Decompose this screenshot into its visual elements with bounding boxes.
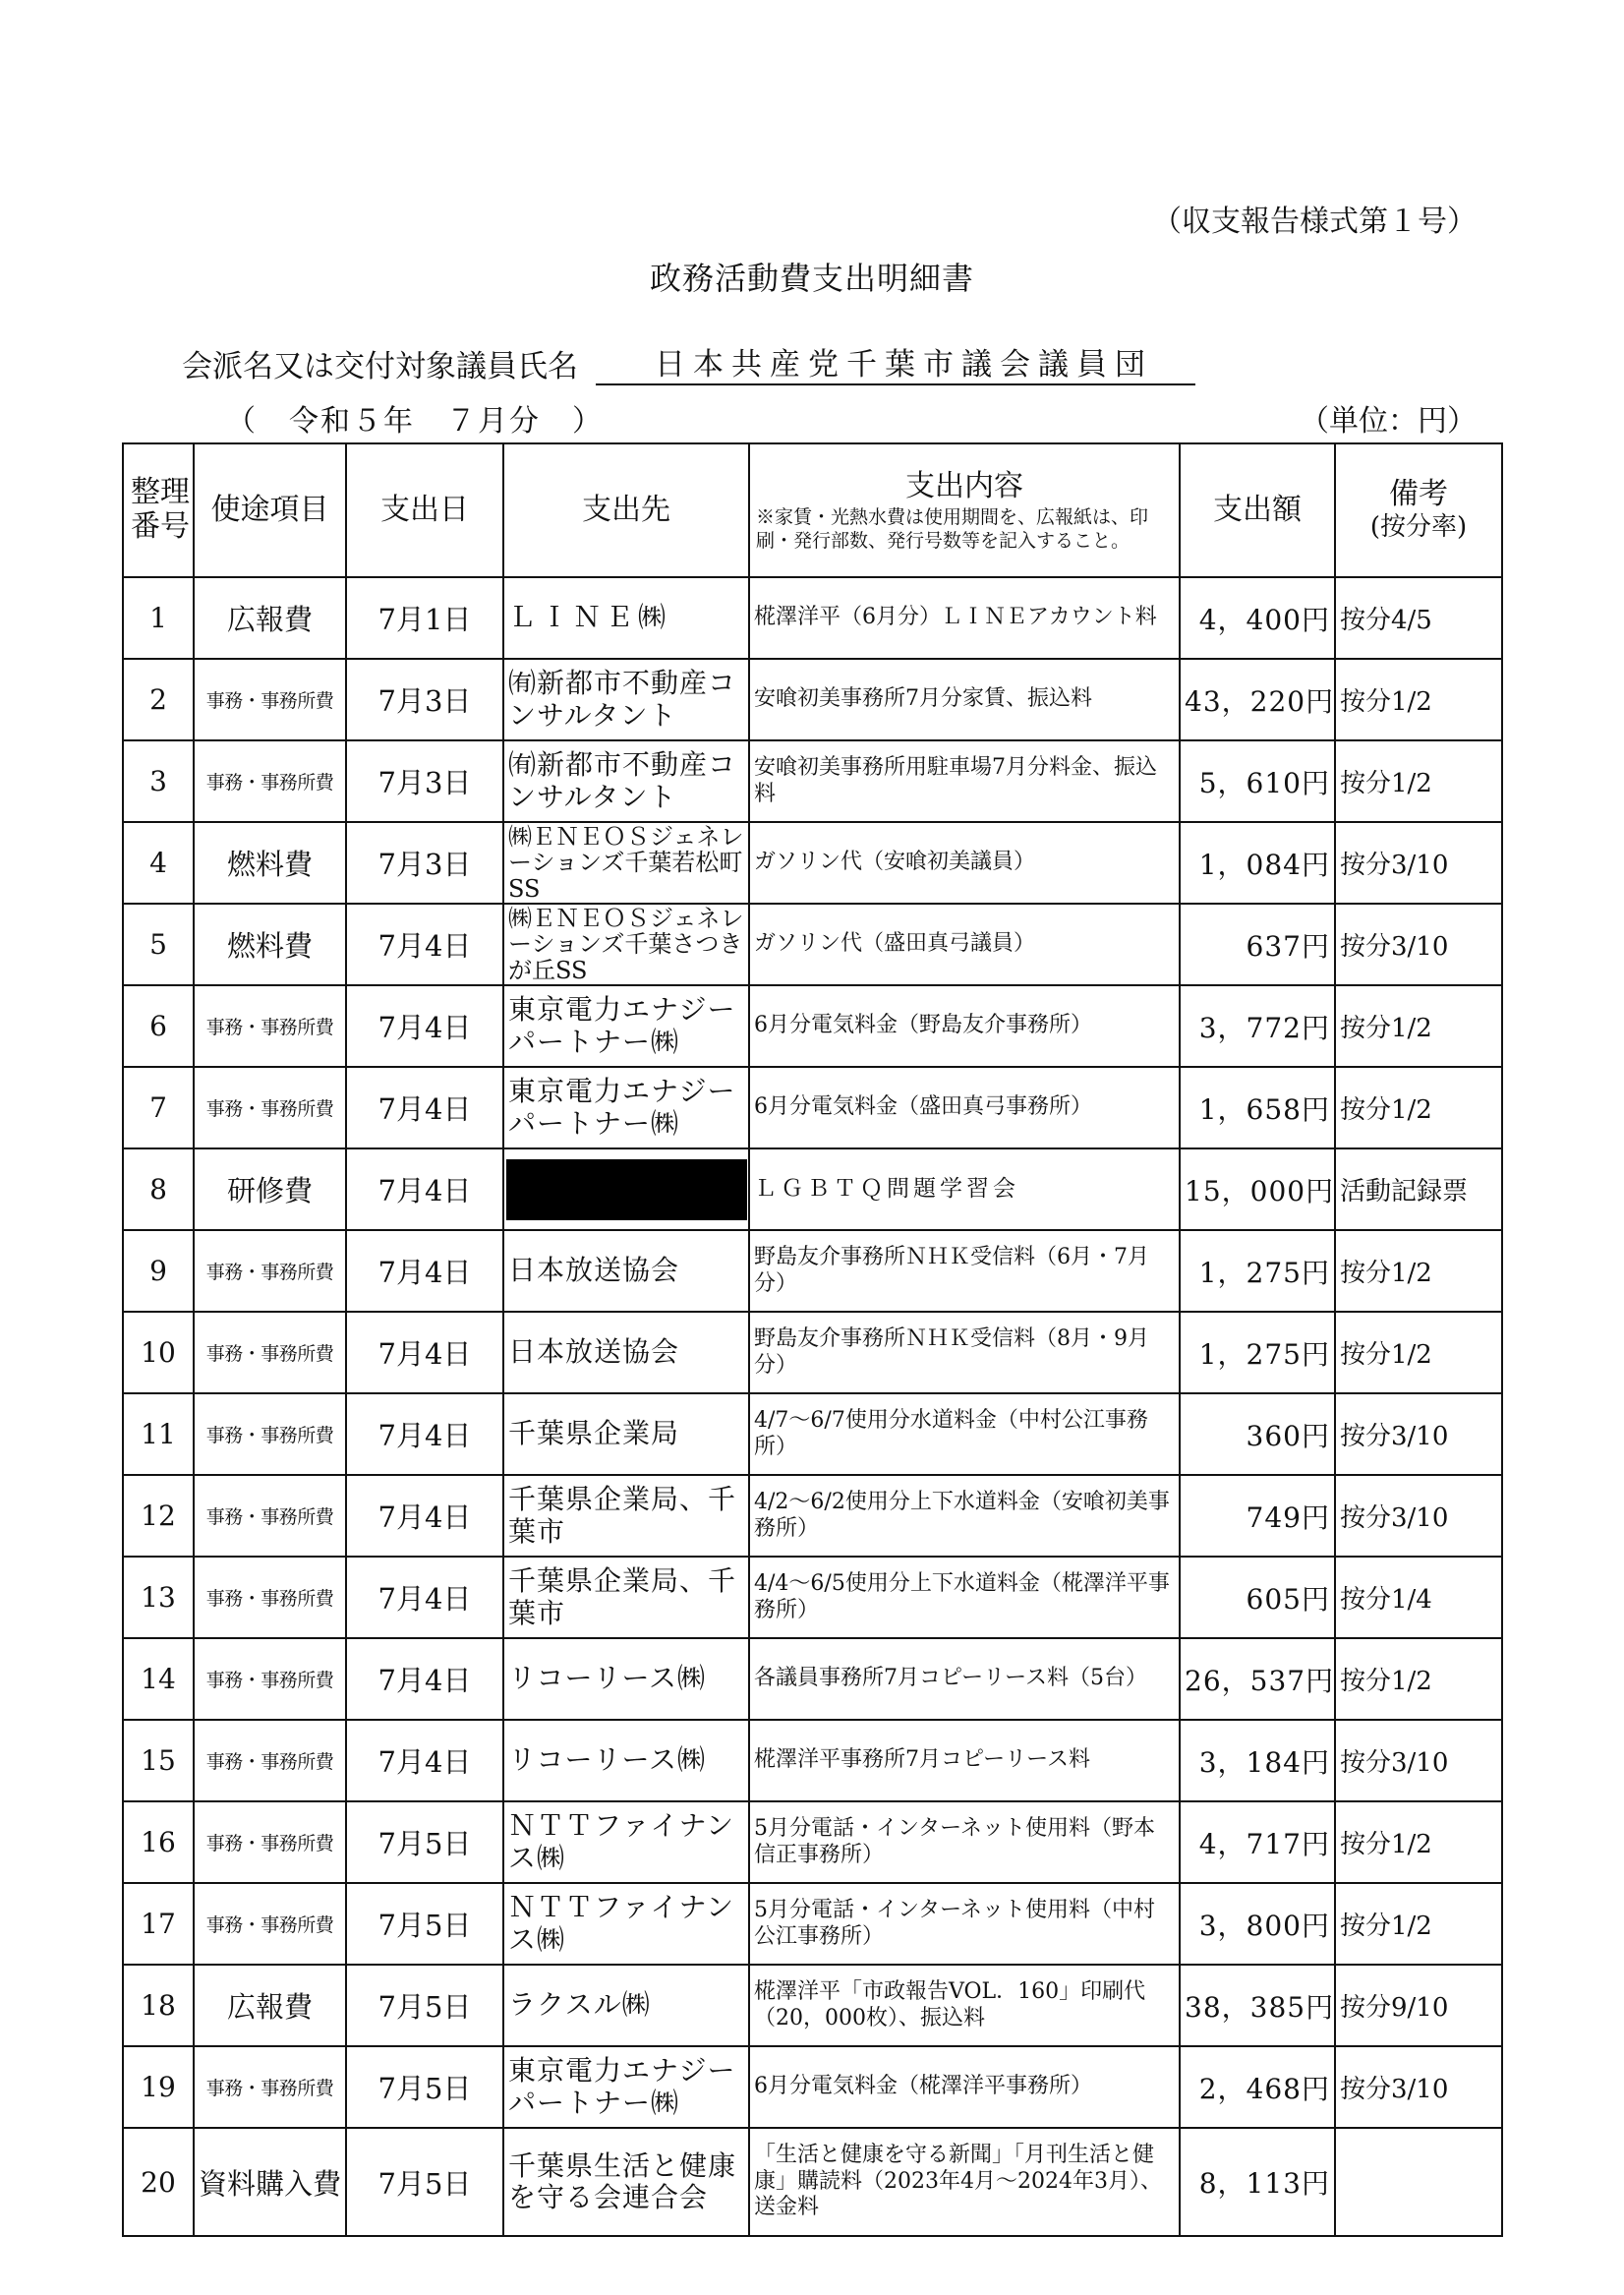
row-date: 7月3日 xyxy=(346,659,503,740)
row-date: 7月4日 xyxy=(346,1067,503,1148)
table-row xyxy=(123,1965,1502,2046)
row-remark: 按分1/2 xyxy=(1335,1312,1502,1393)
row-remark: 按分3/10 xyxy=(1335,2046,1502,2128)
table-row xyxy=(123,2046,1502,2128)
row-date: 7月5日 xyxy=(346,1883,503,1965)
row-payee: 東京電力エナジーパートナー㈱ xyxy=(503,2046,749,2128)
header-use: 使途項目 xyxy=(194,443,346,577)
header-amount: 支出額 xyxy=(1180,443,1335,577)
row-date: 7月4日 xyxy=(346,1148,503,1230)
document-title: 政務活動費支出明細書 xyxy=(649,260,974,297)
row-description: 椛澤洋平「市政報告VOL．160」印刷代（20，000枚）、振込料 xyxy=(749,1965,1180,2046)
table-row xyxy=(123,1475,1502,1557)
row-remark: 活動記録票 xyxy=(1335,1148,1502,1230)
header-date: 支出日 xyxy=(346,443,503,577)
row-amount: 749円 xyxy=(1180,1475,1335,1557)
row-payee: 千葉県生活と健康を守る会連合会 xyxy=(503,2128,749,2236)
row-remark: 按分1/2 xyxy=(1335,740,1502,822)
form-number: （収支報告様式第１号） xyxy=(1152,205,1477,239)
row-description: 4/2～6/2使用分上下水道料金（安喰初美事務所） xyxy=(749,1475,1180,1557)
row-payee: ＮＴＴファイナンス㈱ xyxy=(503,1801,749,1883)
row-description: 野島友介事務所ＮＨＫ受信料（8月・9月分） xyxy=(749,1312,1180,1393)
row-no: 12 xyxy=(123,1475,194,1557)
row-date: 7月1日 xyxy=(346,577,503,659)
row-use: 事務・事務所費 xyxy=(194,1312,346,1393)
row-use: 事務・事務所費 xyxy=(194,659,346,740)
row-remark: 按分4/5 xyxy=(1335,577,1502,659)
row-description: 安喰初美事務所7月分家賃、振込料 xyxy=(749,659,1180,740)
table-row xyxy=(123,1393,1502,1475)
header-remark xyxy=(1335,443,1502,577)
row-payee: ㈱ＥＮＥＯＳジェネレーションズ千葉さつきが丘SS xyxy=(503,904,749,985)
header-content-note: ※家賃・光熱水費は使用期間を、広報紙は、印刷・発行部数、発行号数等を記入すること。 xyxy=(756,506,1149,552)
row-amount: 1，275円 xyxy=(1180,1230,1335,1312)
header-no xyxy=(123,443,194,577)
table-row xyxy=(123,1638,1502,1720)
row-no: 16 xyxy=(123,1801,194,1883)
table-row xyxy=(123,1067,1502,1148)
party-line xyxy=(182,339,1195,385)
row-amount: 1，275円 xyxy=(1180,1312,1335,1393)
table-row xyxy=(123,1557,1502,1638)
header-content xyxy=(749,443,1180,577)
row-no: 8 xyxy=(123,1148,194,1230)
row-amount: 38，385円 xyxy=(1180,1965,1335,2046)
row-description: ガソリン代（盛田真弓議員） xyxy=(749,904,1180,985)
table-row xyxy=(123,1801,1502,1883)
table-row xyxy=(123,2128,1502,2236)
row-date: 7月3日 xyxy=(346,740,503,822)
row-payee: 千葉県企業局 xyxy=(503,1393,749,1475)
row-amount: 1，084円 xyxy=(1180,822,1335,904)
row-date: 7月3日 xyxy=(346,822,503,904)
row-use: 事務・事務所費 xyxy=(194,2046,346,2128)
row-no: 9 xyxy=(123,1230,194,1312)
row-amount: 15，000円 xyxy=(1180,1148,1335,1230)
row-use: 広報費 xyxy=(194,1965,346,2046)
row-date: 7月4日 xyxy=(346,1393,503,1475)
row-no: 11 xyxy=(123,1393,194,1475)
row-description: 6月分電気料金（野島友介事務所） xyxy=(749,985,1180,1067)
row-payee: 日本放送協会 xyxy=(503,1312,749,1393)
expense-table xyxy=(122,442,1503,2237)
table-row xyxy=(123,1883,1502,1965)
row-payee: ＮＴＴファイナンス㈱ xyxy=(503,1883,749,1965)
row-date: 7月4日 xyxy=(346,1475,503,1557)
table-row xyxy=(123,1230,1502,1312)
row-remark: 按分1/2 xyxy=(1335,659,1502,740)
party-label: 会派名又は交付対象議員氏名 xyxy=(182,349,578,384)
row-use: 事務・事務所費 xyxy=(194,1883,346,1965)
row-description: 5月分電話・インターネット使用料（野本信正事務所） xyxy=(749,1801,1180,1883)
table-row xyxy=(123,904,1502,985)
row-amount: 8，113円 xyxy=(1180,2128,1335,2236)
row-remark: 按分9/10 xyxy=(1335,1965,1502,2046)
table-header-row xyxy=(123,443,1502,577)
row-no: 6 xyxy=(123,985,194,1067)
row-remark: 按分1/2 xyxy=(1335,1230,1502,1312)
row-no: 5 xyxy=(123,904,194,985)
row-use: 研修費 xyxy=(194,1148,346,1230)
row-amount: 3，184円 xyxy=(1180,1720,1335,1801)
row-no: 13 xyxy=(123,1557,194,1638)
row-remark: 按分1/2 xyxy=(1335,1883,1502,1965)
row-date: 7月5日 xyxy=(346,1801,503,1883)
row-amount: 5，610円 xyxy=(1180,740,1335,822)
row-amount: 360円 xyxy=(1180,1393,1335,1475)
row-no: 1 xyxy=(123,577,194,659)
row-description: 4/7～6/7使用分水道料金（中村公江事務所） xyxy=(749,1393,1180,1475)
row-description: 椛澤洋平事務所7月コピーリース料 xyxy=(749,1720,1180,1801)
row-date: 7月4日 xyxy=(346,904,503,985)
row-remark: 按分3/10 xyxy=(1335,1393,1502,1475)
row-description: 野島友介事務所ＮＨＫ受信料（6月・7月分） xyxy=(749,1230,1180,1312)
row-use: 事務・事務所費 xyxy=(194,740,346,822)
row-description: 6月分電気料金（盛田真弓事務所） xyxy=(749,1067,1180,1148)
row-date: 7月4日 xyxy=(346,1557,503,1638)
row-description: 安喰初美事務所用駐車場7月分料金、振込料 xyxy=(749,740,1180,822)
row-no: 10 xyxy=(123,1312,194,1393)
row-no: 4 xyxy=(123,822,194,904)
row-remark: 按分1/2 xyxy=(1335,1638,1502,1720)
row-description: 椛澤洋平（6月分）ＬＩＮＥアカウント料 xyxy=(749,577,1180,659)
header-payee: 支出先 xyxy=(503,443,749,577)
row-no: 3 xyxy=(123,740,194,822)
row-payee: ㈱ＥＮＥＯＳジェネレーションズ千葉若松町SS xyxy=(503,822,749,904)
row-remark xyxy=(1335,2128,1502,2236)
header-no-label: 整理番号 xyxy=(131,475,190,544)
row-description: ＬＧＢＴＱ問題学習会 xyxy=(749,1148,1180,1230)
row-no: 15 xyxy=(123,1720,194,1801)
row-amount: 637円 xyxy=(1180,904,1335,985)
redaction-block xyxy=(506,1159,747,1220)
row-use: 事務・事務所費 xyxy=(194,1475,346,1557)
row-remark: 按分1/2 xyxy=(1335,985,1502,1067)
row-date: 7月4日 xyxy=(346,1638,503,1720)
row-payee: ㈲新都市不動産コンサルタント xyxy=(503,659,749,740)
row-use: 広報費 xyxy=(194,577,346,659)
table-row xyxy=(123,577,1502,659)
row-date: 7月4日 xyxy=(346,1230,503,1312)
report-period: （ 令和５年 ７月分 ） xyxy=(226,404,604,439)
row-remark: 按分1/4 xyxy=(1335,1557,1502,1638)
row-no: 7 xyxy=(123,1067,194,1148)
row-no: 18 xyxy=(123,1965,194,2046)
row-payee: 日本放送協会 xyxy=(503,1230,749,1312)
row-amount: 2，468円 xyxy=(1180,2046,1335,2128)
row-amount: 4，717円 xyxy=(1180,1801,1335,1883)
row-remark: 按分1/2 xyxy=(1335,1067,1502,1148)
row-payee: 東京電力エナジーパートナー㈱ xyxy=(503,985,749,1067)
row-no: 17 xyxy=(123,1883,194,1965)
row-use: 事務・事務所費 xyxy=(194,1638,346,1720)
row-no: 19 xyxy=(123,2046,194,2128)
row-payee: ＬＩＮＥ㈱ xyxy=(503,577,749,659)
row-use: 事務・事務所費 xyxy=(194,1230,346,1312)
table-row xyxy=(123,822,1502,904)
header-remark-title: 備考 xyxy=(1389,477,1448,512)
row-remark: 按分3/10 xyxy=(1335,1720,1502,1801)
header-content-title: 支出内容 xyxy=(905,468,1023,503)
table-row xyxy=(123,659,1502,740)
row-date: 7月5日 xyxy=(346,1965,503,2046)
row-date: 7月4日 xyxy=(346,1312,503,1393)
row-use: 事務・事務所費 xyxy=(194,1067,346,1148)
row-no: 20 xyxy=(123,2128,194,2236)
row-description: 5月分電話・インターネット使用料（中村公江事務所） xyxy=(749,1883,1180,1965)
row-use: 事務・事務所費 xyxy=(194,1801,346,1883)
row-date: 7月5日 xyxy=(346,2128,503,2236)
row-description: 6月分電気料金（椛澤洋平事務所） xyxy=(749,2046,1180,2128)
table-row xyxy=(123,1312,1502,1393)
row-use: 事務・事務所費 xyxy=(194,985,346,1067)
row-use: 事務・事務所費 xyxy=(194,1393,346,1475)
row-description: ガソリン代（安喰初美議員） xyxy=(749,822,1180,904)
table-row xyxy=(123,740,1502,822)
row-payee-redacted xyxy=(503,1148,749,1230)
row-amount: 43，220円 xyxy=(1180,659,1335,740)
table-row xyxy=(123,1148,1502,1230)
header-remark-sub: (按分率) xyxy=(1369,512,1468,543)
row-description: 「生活と健康を守る新聞」「月刊生活と健康」購読料（2023年4月～2024年3月）、送金料 xyxy=(749,2128,1180,2236)
table-row xyxy=(123,985,1502,1067)
row-no: 2 xyxy=(123,659,194,740)
row-description: 各議員事務所7月コピーリース料（5台） xyxy=(749,1638,1180,1720)
row-use: 燃料費 xyxy=(194,822,346,904)
row-date: 7月4日 xyxy=(346,985,503,1067)
row-payee: ㈲新都市不動産コンサルタント xyxy=(503,740,749,822)
row-amount: 1，658円 xyxy=(1180,1067,1335,1148)
table-row xyxy=(123,1720,1502,1801)
row-remark: 按分3/10 xyxy=(1335,822,1502,904)
row-payee: ラクスル㈱ xyxy=(503,1965,749,2046)
row-payee: リコーリース㈱ xyxy=(503,1720,749,1801)
row-payee: 東京電力エナジーパートナー㈱ xyxy=(503,1067,749,1148)
row-use: 事務・事務所費 xyxy=(194,1720,346,1801)
row-remark: 按分3/10 xyxy=(1335,1475,1502,1557)
row-amount: 3，772円 xyxy=(1180,985,1335,1067)
row-amount: 605円 xyxy=(1180,1557,1335,1638)
row-use: 燃料費 xyxy=(194,904,346,985)
row-amount: 26，537円 xyxy=(1180,1638,1335,1720)
party-name: 日本共産党千葉市議会議員団 xyxy=(596,339,1195,385)
row-amount: 3，800円 xyxy=(1180,1883,1335,1965)
row-remark: 按分3/10 xyxy=(1335,904,1502,985)
row-use: 資料購入費 xyxy=(194,2128,346,2236)
row-use: 事務・事務所費 xyxy=(194,1557,346,1638)
row-description: 4/4～6/5使用分上下水道料金（椛澤洋平事務所） xyxy=(749,1557,1180,1638)
row-date: 7月4日 xyxy=(346,1720,503,1801)
row-payee: 千葉県企業局、千葉市 xyxy=(503,1557,749,1638)
row-payee: リコーリース㈱ xyxy=(503,1638,749,1720)
row-payee: 千葉県企業局、千葉市 xyxy=(503,1475,749,1557)
row-amount: 4，400円 xyxy=(1180,577,1335,659)
row-no: 14 xyxy=(123,1638,194,1720)
row-remark: 按分1/2 xyxy=(1335,1801,1502,1883)
unit-label: （単位：円） xyxy=(1300,404,1477,439)
row-date: 7月5日 xyxy=(346,2046,503,2128)
